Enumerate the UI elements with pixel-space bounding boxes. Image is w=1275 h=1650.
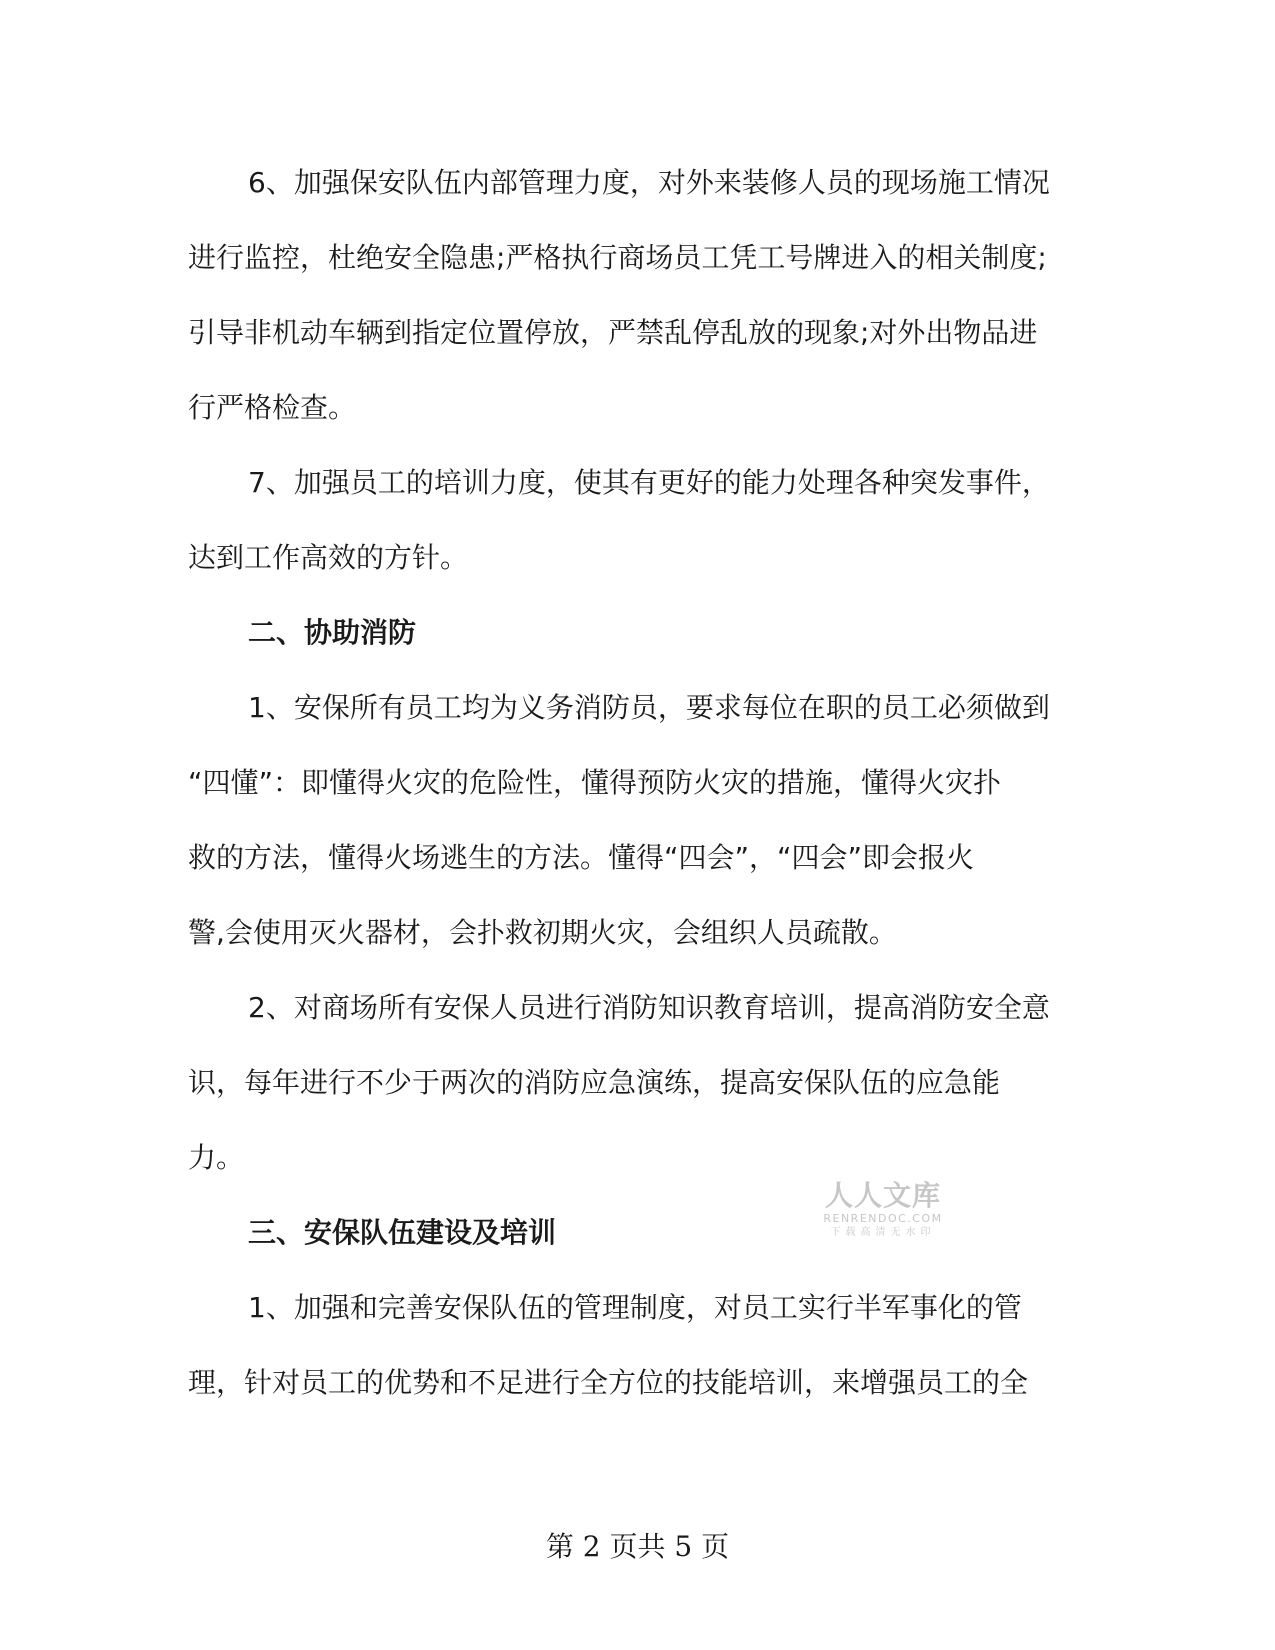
paragraph-line: “四懂”：即懂得火灾的危险性，懂得预防火灾的措施，懂得火灾扑 xyxy=(188,766,1002,799)
section-heading: 二、协助消防 xyxy=(248,616,417,649)
paragraph-line: 1、安保所有员工均为义务消防员，要求每位在职的员工必须做到 xyxy=(248,691,1050,724)
page-number-footer: 第 2 页共 5 页 xyxy=(545,1530,730,1563)
paragraph-line: 理，针对员工的优势和不足进行全方位的技能培训，来增强员工的全 xyxy=(188,1366,1029,1399)
paragraph-line: 进行监控，杜绝安全隐患;严格执行商场员工凭工号牌进入的相关制度; xyxy=(188,241,1047,274)
paragraph-line: 救的方法，懂得火场逃生的方法。懂得“四会”，“四会”即会报火 xyxy=(188,841,975,874)
paragraph-line: 7、加强员工的培训力度，使其有更好的能力处理各种突发事件， xyxy=(248,466,1050,499)
watermark-logo-text: 人人文库 xyxy=(824,1179,941,1212)
paragraph-line: 识，每年进行不少于两次的消防应急演练，提高安保队伍的应急能 xyxy=(188,1066,1001,1099)
paragraph-line: 6、加强保安队伍内部管理力度，对外来装修人员的现场施工情况 xyxy=(248,166,1050,199)
paragraph-line: 力。 xyxy=(188,1141,245,1174)
paragraph-line: 行严格检查。 xyxy=(188,391,357,424)
watermark-logo xyxy=(818,1180,948,1240)
watermark-domain: RENRENDOC.COM xyxy=(823,1212,943,1225)
paragraph-line: 达到工作高效的方针。 xyxy=(188,541,469,574)
watermark-slogan: 下载高清无水印 xyxy=(830,1227,936,1238)
paragraph-line: 警,会使用灭火器材，会扑救初期火灾，会组织人员疏散。 xyxy=(188,916,897,949)
section-heading: 三、安保队伍建设及培训 xyxy=(248,1216,557,1249)
paragraph-line: 2、对商场所有安保人员进行消防知识教育培训，提高消防安全意 xyxy=(248,991,1050,1024)
paragraph-line: 引导非机动车辆到指定位置停放，严禁乱停乱放的现象;对外出物品进 xyxy=(188,316,1038,349)
paragraph-line: 1、加强和完善安保队伍的管理制度，对员工实行半军事化的管 xyxy=(248,1291,1022,1324)
document-body xyxy=(188,145,1088,1420)
